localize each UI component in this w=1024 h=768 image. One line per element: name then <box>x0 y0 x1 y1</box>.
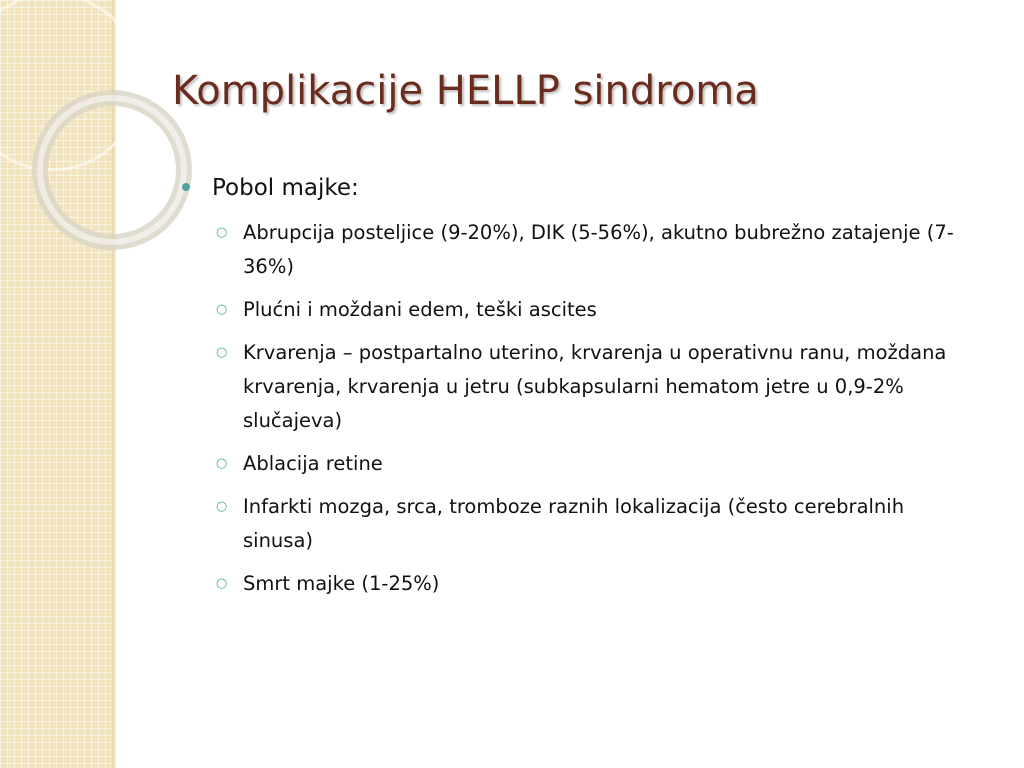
list-item-text: Krvarenja – postpartalno uterino, krvarenja u operativnu ranu, moždana krvarenja, krvarenja u jetru (subkapsularni hematom jetre u 0,9-2% slučajeva) <box>243 341 947 432</box>
hollow-circle-icon: ○ <box>216 345 228 360</box>
decorative-rings <box>0 0 200 260</box>
list-item <box>180 216 963 284</box>
hollow-circle-icon: ○ <box>216 225 228 240</box>
list-item <box>180 293 963 327</box>
slide-title: Komplikacije HELLP sindroma <box>172 68 759 114</box>
sub-bullet-list <box>180 216 980 601</box>
list-item <box>180 447 963 481</box>
list-item-text: Smrt majke (1-25%) <box>243 572 440 595</box>
hollow-circle-icon: ○ <box>216 302 228 317</box>
hollow-circle-icon: ○ <box>216 499 228 514</box>
hollow-circle-icon: ○ <box>216 456 228 471</box>
main-bullet-item <box>180 172 980 204</box>
list-item-text: Plućni i moždani edem, teški ascites <box>243 298 597 321</box>
slide-body <box>180 172 980 610</box>
list-item <box>180 567 963 601</box>
list-item-text: Infarkti mozga, srca, tromboze raznih lokalizacija (često cerebralnih sinusa) <box>243 495 905 552</box>
list-item-text: Abrupcija posteljice (9-20%), DIK (5-56%), akutno bubrežno zatajenje (7-36%) <box>243 221 954 278</box>
main-bullet-text: Pobol majke: <box>212 175 359 201</box>
filled-circle-icon <box>182 183 190 191</box>
list-item <box>180 336 963 438</box>
list-item-text: Ablacija retine <box>243 452 383 475</box>
hollow-circle-icon: ○ <box>216 576 228 591</box>
list-item <box>180 490 963 558</box>
